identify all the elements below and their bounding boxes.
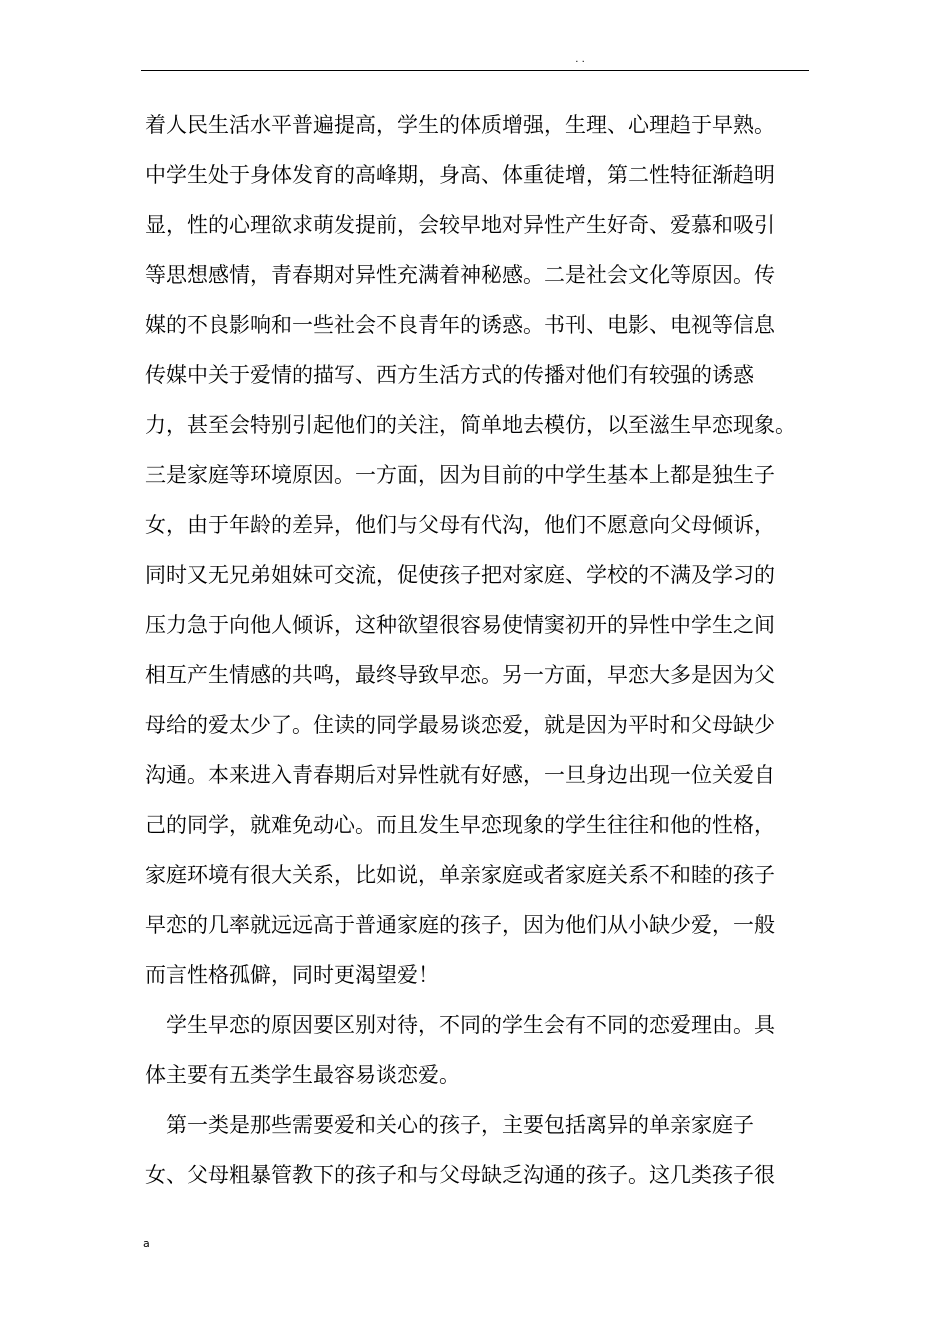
text-line: 体主要有五类学生最容易谈恋爱。 — [145, 1063, 460, 1087]
text-line: 沟通。本来进入青春期后对异性就有好感，一旦身边出现一位关爱自 — [145, 763, 775, 787]
text-line: 而言性格孤僻，同时更渴望爱！ — [145, 963, 439, 987]
text-line: 等思想感情，青春期对异性充满着神秘感。二是社会文化等原因。传 — [145, 263, 775, 287]
text-line: 同时又无兄弟姐妹可交流，促使孩子把对家庭、学校的不满及学习的 — [145, 563, 775, 587]
text-line: 中学生处于身体发育的高峰期，身高、体重徒增，第二性特征渐趋明 — [145, 163, 775, 187]
text-line: 三是家庭等环境原因。一方面，因为目前的中学生基本上都是独生子 — [145, 463, 775, 487]
text-line: 母给的爱太少了。住读的同学最易谈恋爱，就是因为平时和父母缺少 — [145, 713, 775, 737]
header-rule — [141, 70, 809, 71]
text-line: 力，甚至会特别引起他们的关注，简单地去模仿，以至滋生早恋现象。 — [145, 413, 796, 437]
text-line: 女、父母粗暴管教下的孩子和与父母缺乏沟通的孩子。这几类孩子很 — [145, 1163, 775, 1187]
text-line: 相互产生情感的共鸣，最终导致早恋。另一方面，早恋大多是因为父 — [145, 663, 775, 687]
text-line: 媒的不良影响和一些社会不良青年的诱惑。书刊、电影、电视等信息 — [145, 313, 775, 337]
text-line: 家庭环境有很大关系，比如说，单亲家庭或者家庭关系不和睦的孩子 — [145, 863, 775, 887]
text-line: 压力急于向他人倾诉，这种欲望很容易使情窦初开的异性中学生之间 — [145, 613, 775, 637]
text-line: 传媒中关于爱情的描写、西方生活方式的传播对他们有较强的诱惑 — [145, 363, 754, 387]
text-line: 着人民生活水平普遍提高，学生的体质增强，生理、心理趋于早熟。 — [145, 113, 775, 137]
footer-mark: a — [143, 1237, 150, 1250]
paragraph-start-line: 第一类是那些需要爱和关心的孩子，主要包括离异的单亲家庭子 — [166, 1113, 754, 1137]
document-body — [145, 100, 820, 1200]
text-line: 早恋的几率就远远高于普通家庭的孩子，因为他们从小缺少爱，一般 — [145, 913, 775, 937]
header-mark: · · — [575, 57, 585, 68]
text-line: 女，由于年龄的差异，他们与父母有代沟，他们不愿意向父母倾诉， — [145, 513, 775, 537]
paragraph-start-line: 学生早恋的原因要区别对待，不同的学生会有不同的恋爱理由。具 — [166, 1013, 775, 1037]
text-line: 己的同学，就难免动心。而且发生早恋现象的学生往往和他的性格， — [145, 813, 775, 837]
text-line: 显，性的心理欲求萌发提前，会较早地对异性产生好奇、爱慕和吸引 — [145, 213, 775, 237]
